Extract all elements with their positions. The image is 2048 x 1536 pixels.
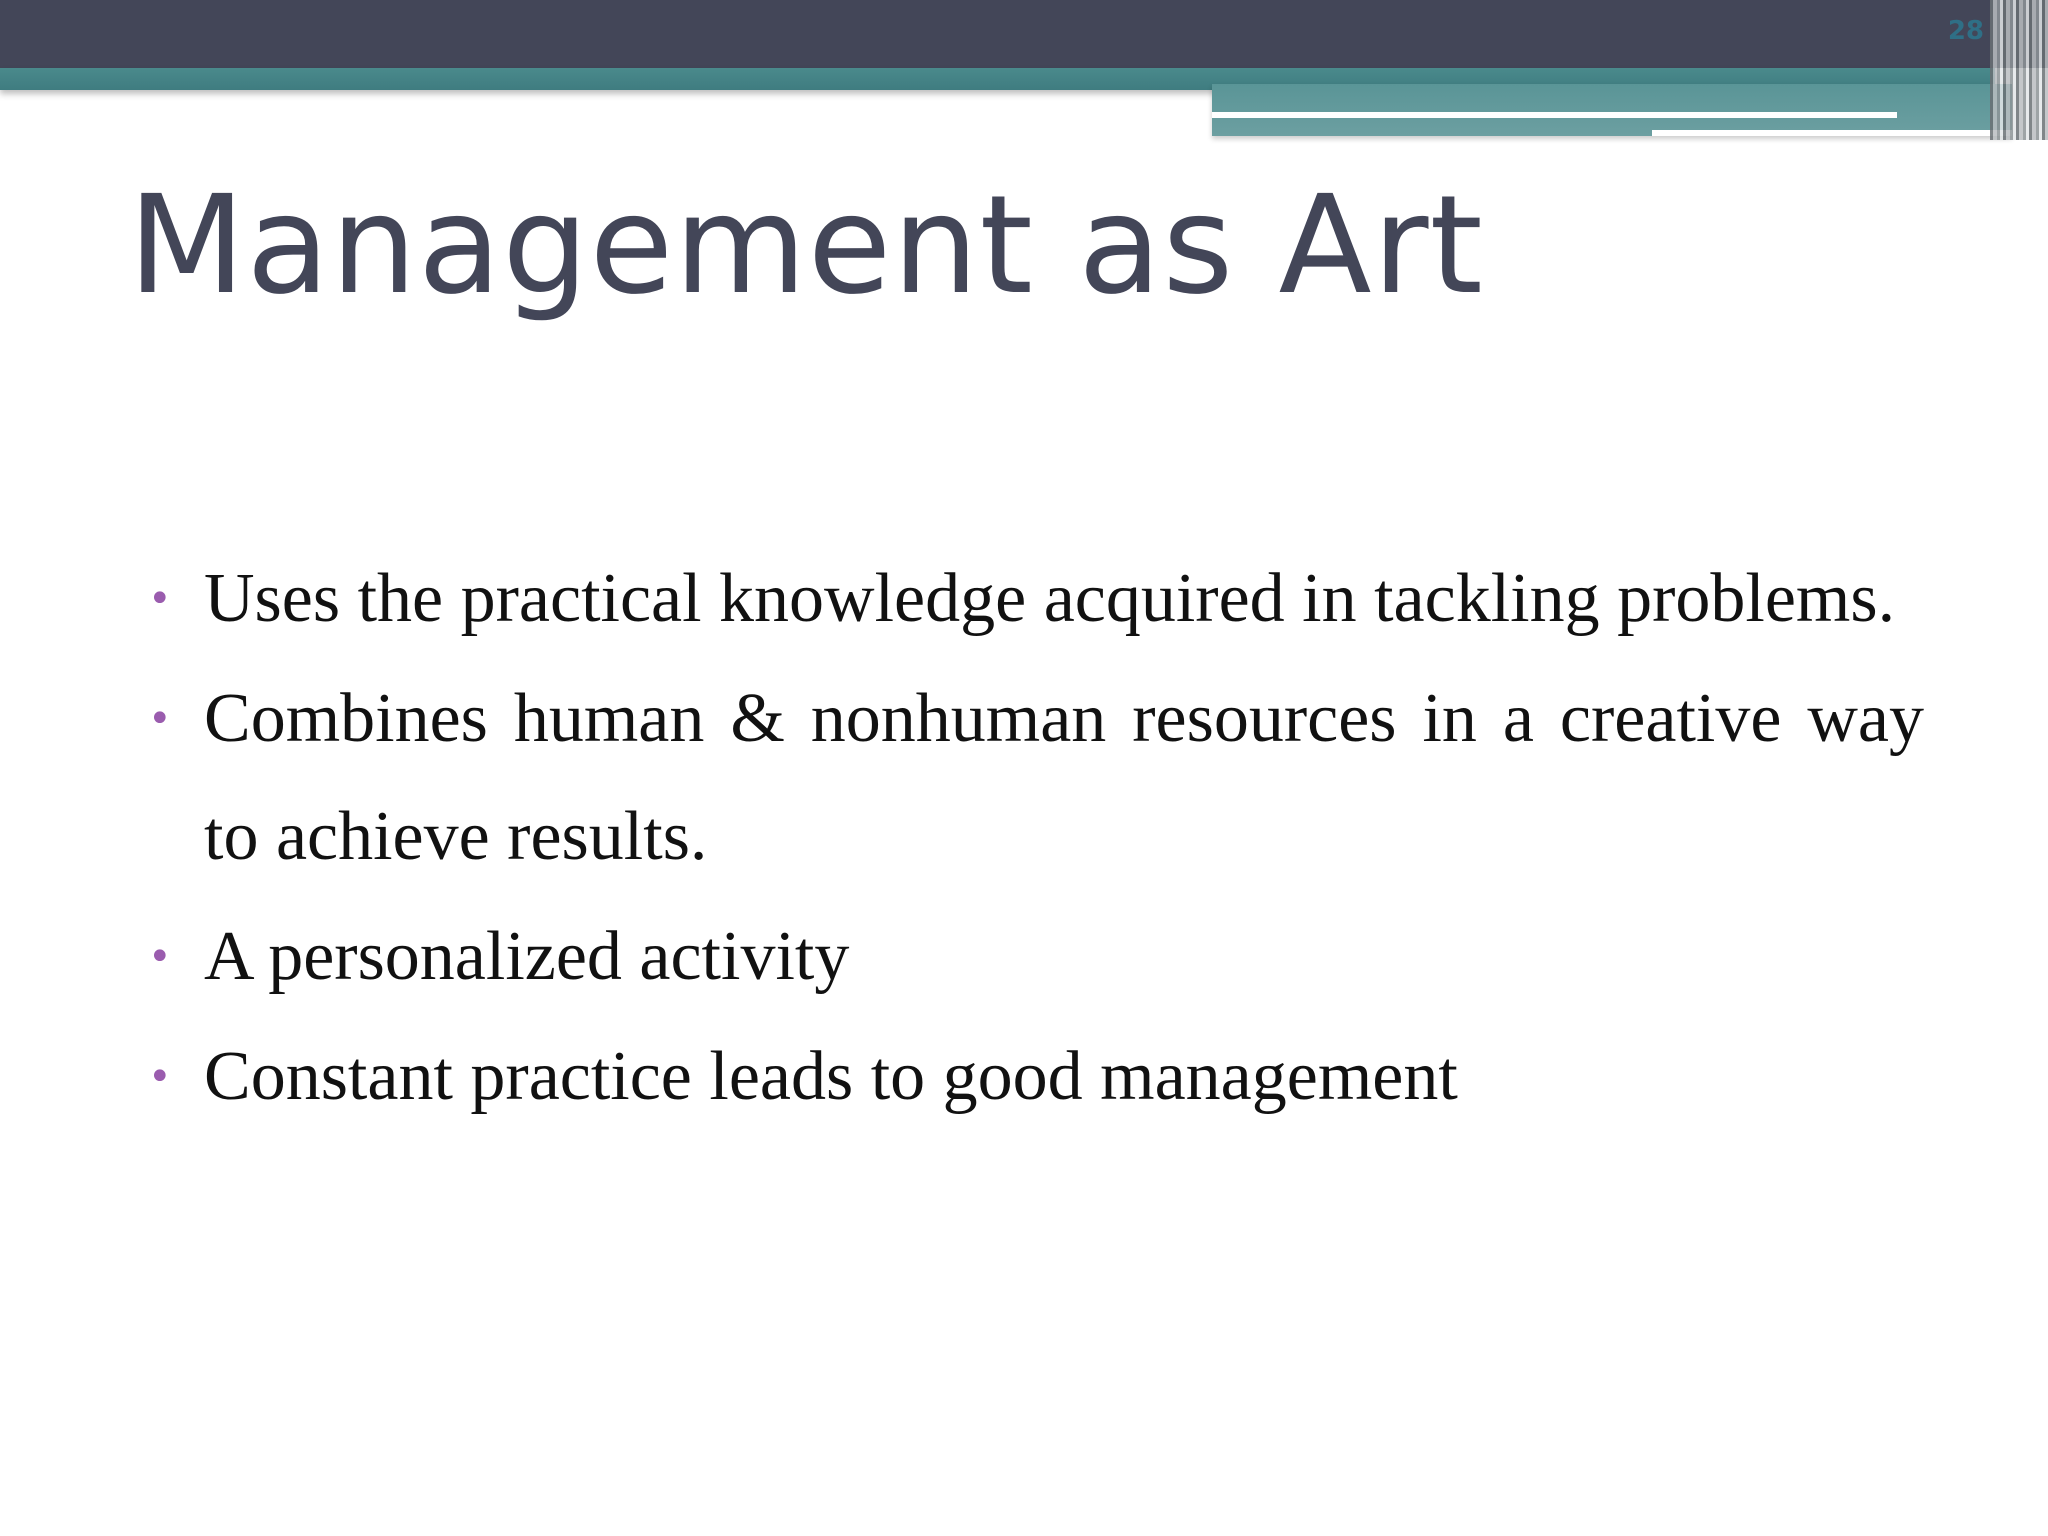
header-edge-stripes (1990, 0, 2048, 140)
bullet-item (148, 660, 1924, 896)
slide-title: Management as Art (128, 167, 1484, 325)
header-divider-line (1652, 130, 2012, 136)
bullet-item (148, 898, 1924, 1016)
bullet-item (148, 540, 1924, 658)
bullet-text: Uses the practical knowledge acquired in tackling problems. (204, 560, 1896, 637)
bullet-marker: • (148, 1054, 172, 1100)
header-accent-tab (1212, 84, 2012, 136)
bullet-text: A personalized activity (204, 918, 850, 995)
bullet-marker: • (148, 696, 172, 742)
bullet-text: Constant practice leads to good management (204, 1038, 1458, 1115)
bullet-text: Combines human & nonhuman resources in a creative way to achieve results. (204, 680, 1924, 875)
bullet-marker: • (148, 576, 172, 622)
header-bar (0, 0, 2048, 68)
slide-number: 28 (1947, 16, 1984, 46)
bullet-list (148, 540, 1924, 1138)
header-divider-line (1212, 112, 1897, 118)
bullet-item (148, 1018, 1924, 1136)
bullet-marker: • (148, 934, 172, 980)
